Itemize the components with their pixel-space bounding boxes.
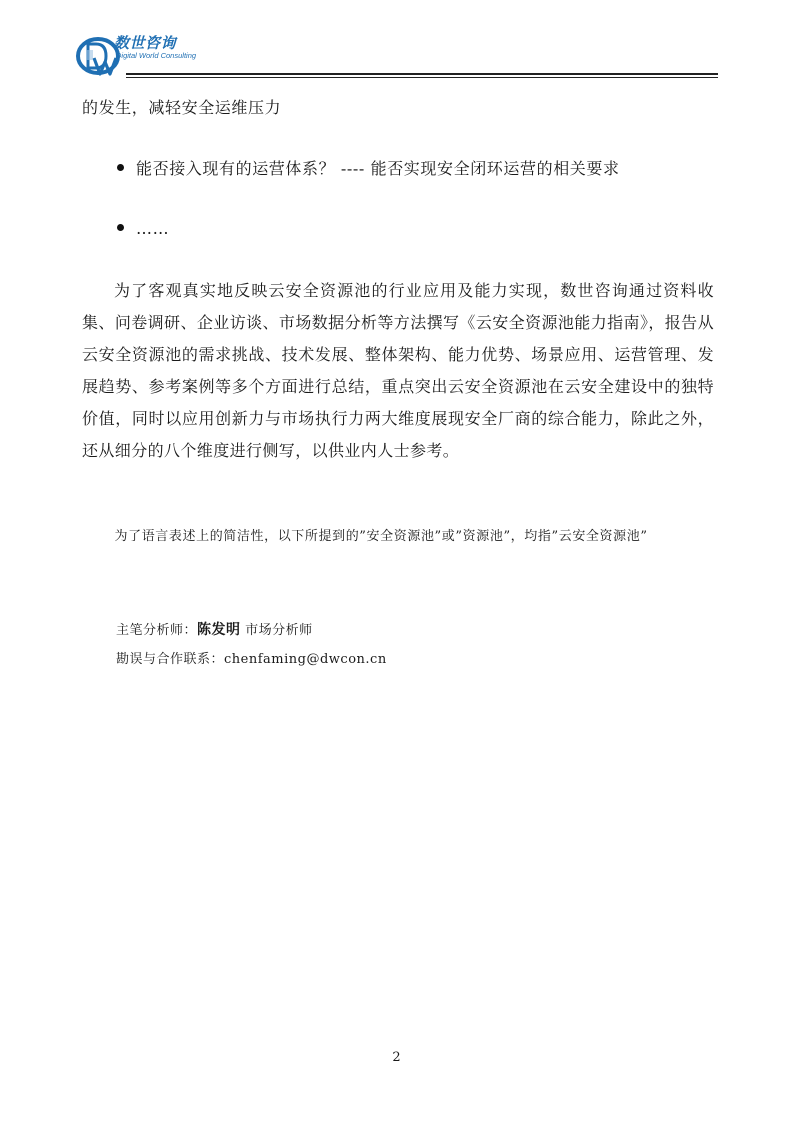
header-rule-thin bbox=[126, 77, 718, 78]
page-number: 2 bbox=[392, 1050, 401, 1065]
bullet-dot-icon bbox=[117, 224, 124, 231]
contact-email[interactable]: chenfaming@dwcon.cn bbox=[224, 652, 387, 667]
bullet-dot-icon bbox=[117, 164, 124, 171]
analyst-title: 市场分析师 bbox=[245, 623, 313, 638]
bullet-item bbox=[117, 213, 169, 245]
bullet-text: 能否接入现有的运营体系？ ---- 能否实现安全闭环运营的相关要求 bbox=[136, 159, 620, 178]
page-header bbox=[74, 30, 718, 80]
terminology-note: 为了语言表述上的简洁性，以下所提到的”安全资源池”或”资源池”，均指”云安全资源池” bbox=[114, 529, 648, 544]
header-rule bbox=[126, 73, 718, 75]
contact-line bbox=[116, 650, 387, 670]
bullet-item bbox=[117, 153, 620, 185]
analyst-label: 主笔分析师： bbox=[116, 623, 198, 638]
continuation-line: 的发生，减轻安全运维压力 bbox=[82, 98, 282, 117]
brand-name-en: Digital World Consulting bbox=[116, 51, 197, 60]
analyst-credit bbox=[116, 620, 313, 641]
brand-name-cn: 数世咨询 bbox=[114, 34, 177, 52]
contact-label: 勘误与合作联系： bbox=[116, 652, 225, 667]
bullet-text: …… bbox=[136, 219, 170, 238]
analyst-name: 陈发明 bbox=[197, 622, 241, 638]
intro-paragraph: 为了客观真实地反映云安全资源池的行业应用及能力实现，数世咨询通过资料收集、问卷调研、企业访谈、市场数据分析等方法撰写《云安全资源池能力指南》，报告从云安全资源池的需求挑战、技术发展、整体架构、能力优势、场景应用、运营管理、发展趋势、参考案例等多个方面进行总结，重点突出云安全资源池在云安全建设中的独特价值，同时以应用创新力与市场执行力两大维度展现安全厂商的综合能力，除此之外，还从细分的八个维度进行侧写，以供业内人士参考。 bbox=[82, 281, 714, 460]
